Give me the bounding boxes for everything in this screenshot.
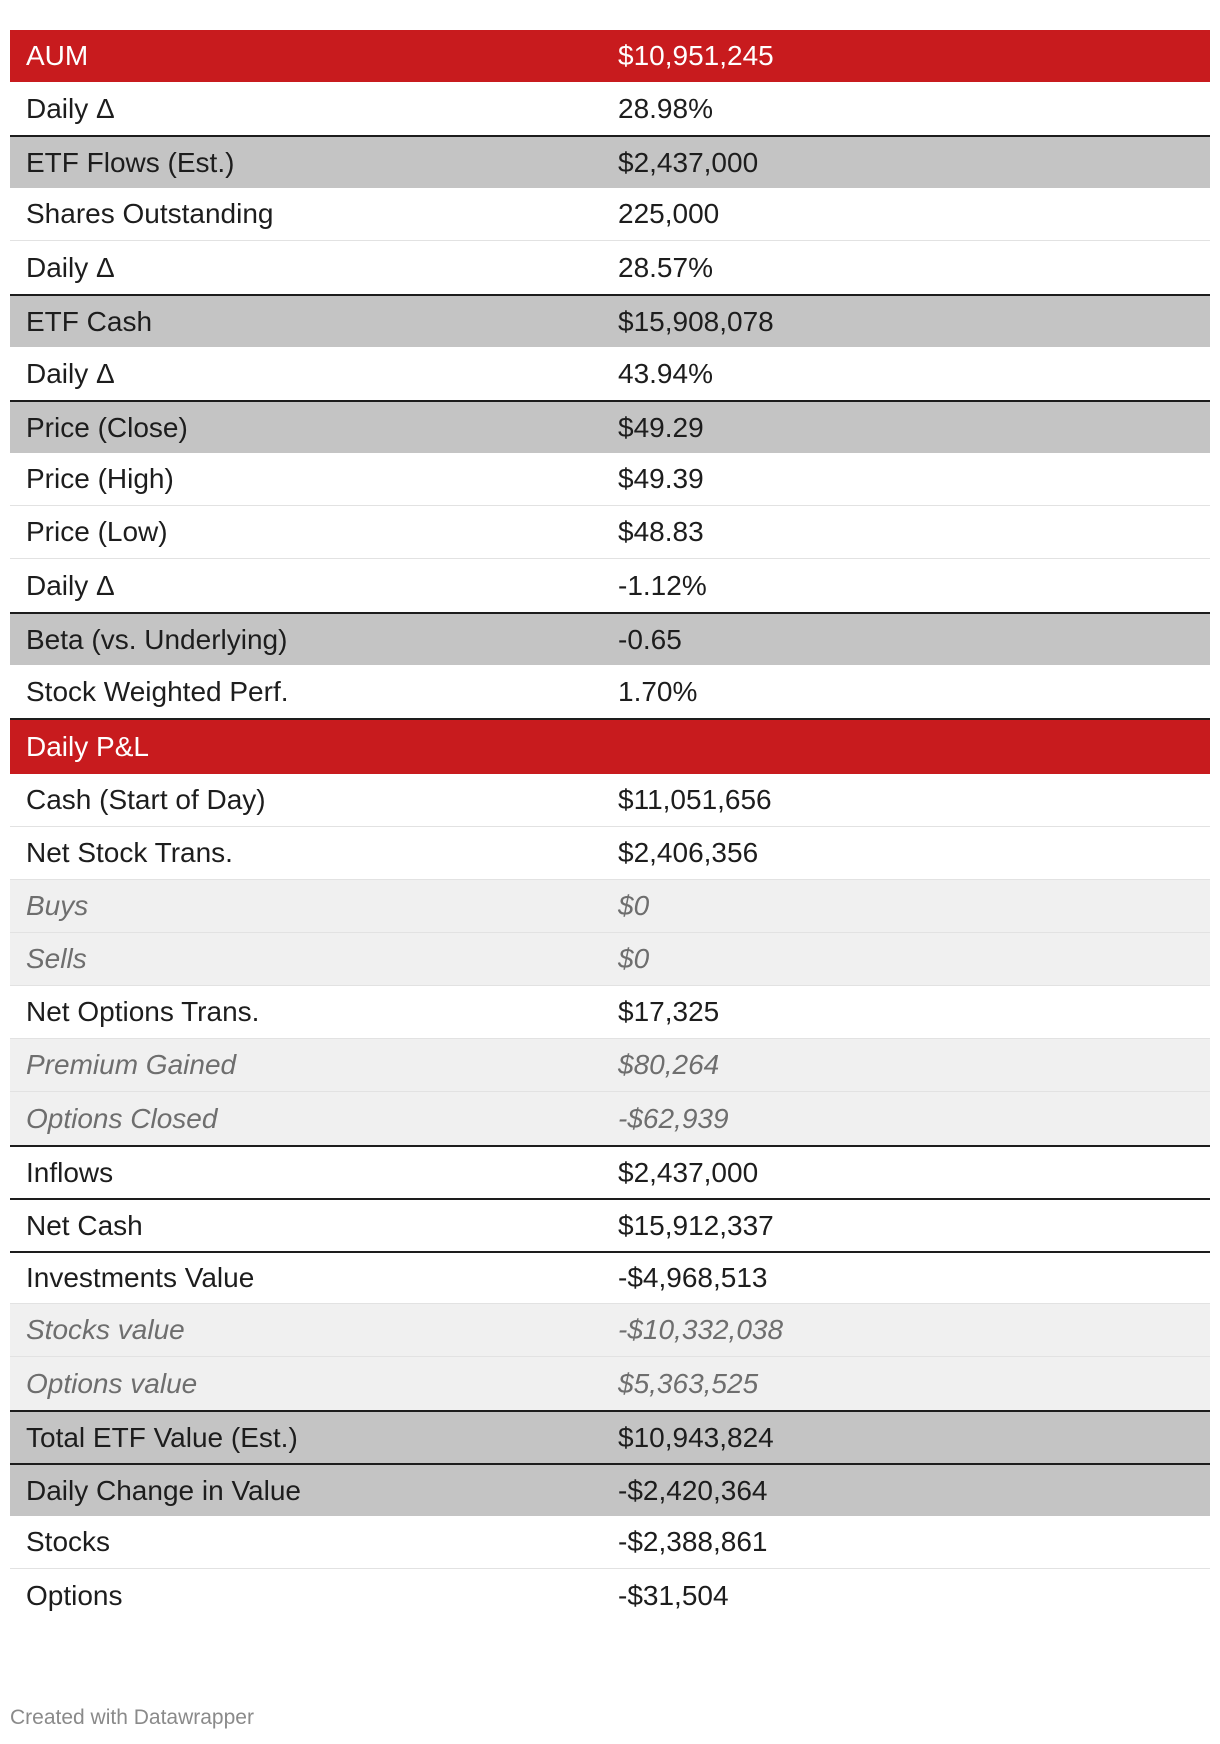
row-label: Options <box>26 1579 123 1611</box>
row-label: AUM <box>26 40 89 71</box>
table-row-premium-gained <box>10 1039 1210 1092</box>
row-value: -$62,939 <box>618 1102 729 1134</box>
row-value: 28.98% <box>618 92 713 124</box>
row-label: ETF Flows (Est.) <box>26 146 235 178</box>
row-label: Daily Δ <box>26 92 115 124</box>
row-value: $49.29 <box>618 411 704 443</box>
table-row-etf-flows <box>10 135 1210 188</box>
row-value: $0 <box>618 890 650 921</box>
row-value: 43.94% <box>618 357 713 389</box>
table-row-net-options-trans <box>10 986 1210 1039</box>
row-label: Stocks <box>26 1526 111 1557</box>
table-row-price-daily-change <box>10 559 1210 612</box>
row-label: Sells <box>26 943 87 974</box>
table-row-stocks <box>10 1516 1210 1569</box>
row-label: Stock Weighted Perf. <box>26 675 289 707</box>
row-value: $2,437,000 <box>618 146 759 178</box>
row-value: $15,908,078 <box>618 305 774 337</box>
table-row-daily-change-in-value <box>10 1463 1210 1516</box>
row-value: $15,912,337 <box>618 1209 774 1241</box>
table-row-options-value <box>10 1357 1210 1410</box>
row-label: Daily Δ <box>26 251 115 283</box>
row-value: -1.12% <box>618 569 707 601</box>
row-label: Options Closed <box>26 1102 218 1134</box>
table-row-etf-cash <box>10 294 1210 347</box>
table-row-total-etf-value <box>10 1410 1210 1463</box>
row-label: Price (High) <box>26 463 174 494</box>
row-label: Inflows <box>26 1156 114 1188</box>
row-value: 225,000 <box>618 198 720 229</box>
row-label: Net Cash <box>26 1209 143 1241</box>
row-label: Daily Change in Value <box>26 1474 301 1506</box>
row-value: $10,951,245 <box>618 40 774 71</box>
table-row-investments-value <box>10 1251 1210 1304</box>
table-row-net-cash <box>10 1198 1210 1251</box>
table-row-cash-daily-change <box>10 347 1210 400</box>
row-value: $2,437,000 <box>618 1156 759 1188</box>
row-label: Daily Δ <box>26 569 115 601</box>
row-value: -$2,388,861 <box>618 1526 768 1557</box>
table-row-stock-weighted-perf <box>10 665 1210 718</box>
row-value: 1.70% <box>618 675 698 707</box>
table-row-inflows <box>10 1145 1210 1198</box>
table-row-price-high <box>10 453 1210 506</box>
row-value: $11,051,656 <box>618 784 772 815</box>
table-row-price-close <box>10 400 1210 453</box>
row-value: -$4,968,513 <box>618 1262 768 1293</box>
row-label: Investments Value <box>26 1262 255 1293</box>
table-row-options-closed <box>10 1092 1210 1145</box>
row-label: Shares Outstanding <box>26 198 274 229</box>
table-row-aum <box>10 30 1210 82</box>
row-value: 28.57% <box>618 251 713 283</box>
table-row-price-low <box>10 506 1210 559</box>
table-row-options <box>10 1569 1210 1622</box>
table-row-aum-daily-change <box>10 82 1210 135</box>
row-value: $2,406,356 <box>618 837 759 868</box>
row-label: Options value <box>26 1367 198 1399</box>
datawrapper-credit[interactable]: Created with Datawrapper <box>10 1706 254 1729</box>
row-label: Cash (Start of Day) <box>26 784 266 815</box>
table-row-sells <box>10 933 1210 986</box>
row-value: $48.83 <box>618 516 704 547</box>
table-row-stocks-value <box>10 1304 1210 1357</box>
row-label: Daily Δ <box>26 357 115 389</box>
row-label: Buys <box>26 890 89 921</box>
row-value: -$31,504 <box>618 1579 729 1611</box>
table-row-beta <box>10 612 1210 665</box>
section-title: Daily P&L <box>26 731 149 762</box>
row-value: $49.39 <box>618 463 704 494</box>
row-value: $0 <box>618 943 650 974</box>
row-value: $10,943,824 <box>618 1421 774 1453</box>
row-label: Total ETF Value (Est.) <box>26 1421 298 1453</box>
table-row-daily-pnl-header <box>10 718 1210 774</box>
row-label: Price (Close) <box>26 411 188 443</box>
table-row-net-stock-trans <box>10 827 1210 880</box>
row-value: -$2,420,364 <box>618 1474 768 1506</box>
row-label: ETF Cash <box>26 305 153 337</box>
row-label: Price (Low) <box>26 516 168 547</box>
row-label: Net Stock Trans. <box>26 837 233 868</box>
row-value: $5,363,525 <box>618 1367 759 1399</box>
row-value: $17,325 <box>618 996 720 1027</box>
row-value: $80,264 <box>618 1049 720 1080</box>
row-value: -$10,332,038 <box>618 1314 784 1345</box>
row-label: Net Options Trans. <box>26 996 260 1027</box>
table-row-cash-start <box>10 774 1210 827</box>
row-label: Stocks value <box>26 1314 185 1345</box>
row-value: -0.65 <box>618 623 682 655</box>
table-row-shares-daily-change <box>10 241 1210 294</box>
row-label: Premium Gained <box>26 1049 237 1080</box>
etf-summary-table <box>10 30 1210 1622</box>
table-row-buys <box>10 880 1210 933</box>
table-row-shares-outstanding <box>10 188 1210 241</box>
row-label: Beta (vs. Underlying) <box>26 623 288 655</box>
